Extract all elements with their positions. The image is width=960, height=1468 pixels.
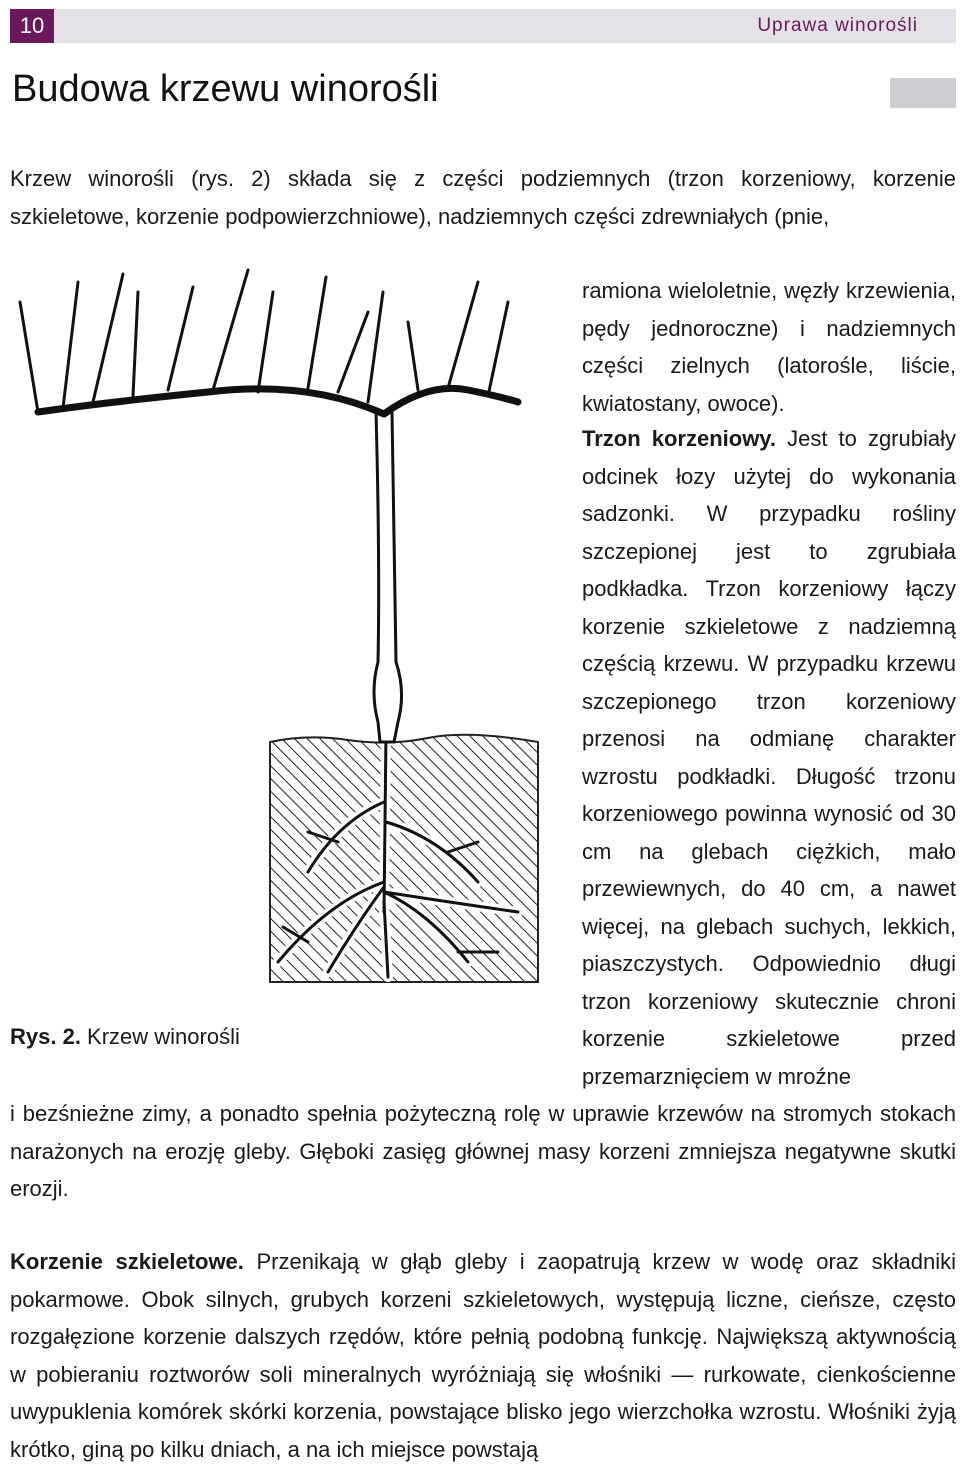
trunk-section-label: Trzon korzeniowy. bbox=[582, 426, 777, 451]
figure-caption bbox=[10, 1018, 240, 1055]
figure-caption-label: Rys. 2. bbox=[10, 1024, 81, 1049]
roots-section-paragraph bbox=[10, 1243, 956, 1468]
trunk-section-continuation: i bezśnieżne zimy, a ponadto spełnia pożyteczną rolę w uprawie krzewów na stromych stokach narażonych na erozję gleby. Głęboki zasięg głównej masy korzeni zmniejsza negatywne skutki erozji. bbox=[10, 1101, 956, 1201]
soil-block bbox=[270, 735, 538, 982]
trunk bbox=[374, 412, 402, 742]
grapevine-illustration bbox=[8, 262, 548, 1012]
title-decoration bbox=[890, 78, 956, 108]
trunk-section-text: Jest to zgrubiały odcinek łozy użytej do wykonania sadzonki. W przypadku rośliny szczepionej jest to zgrubiała podkładka. Trzon korzeniowy łączy korzenie szkieletowe z nadziemną częścią krzewu. W przypadku krzewu szczepionego trzon korzeniowy przenosi na odmianę charakter wzrostu podkładki. Długość trzonu korzeniowego powinna wynosić od 30 cm na glebach ciężkich, mało przewiewnych, do 40 cm, a nawet więcej, na glebach suchych, lekkich, piaszczystych. Odpowiednio długi trzon korzeniowy skutecznie chroni korzenie szkieletowe przed przemarznięciem w mroźne bbox=[582, 426, 956, 1089]
roots-section-text: Przenikają w głąb gleby i zaopatrują krzew w wodę oraz składniki pokarmowe. Obok silnych, grubych korzeni szkieletowych, występują liczne, cieńsze, często rozgałęzione korzenie dalszych rzędów, które pełnią podobną funkcję. Największą aktywnością w pobieraniu roztworów soli mineralnych wyróżniają się włośniki — rurkowate, cienkościenne uwypuklenia komórek skórki korzenia, powstające blisko jego wierzchołka wzrostu. Włośniki żyją krótko, giną po kilku dniach, a na ich miejsce powstają bbox=[10, 1249, 956, 1462]
page-title: Budowa krzewu winorośli bbox=[12, 68, 439, 110]
page-number: 10 bbox=[10, 9, 54, 43]
running-title: Uprawa winorośli bbox=[757, 15, 918, 36]
intro-paragraph-end: ramiona wieloletnie, węzły krzewienia, pędy jednoroczne) i nadziemnych części zielnych (latorośle, liście, kwiatostany, owoce). bbox=[582, 278, 956, 416]
trunk-section-paragraph bbox=[582, 420, 956, 1095]
vine-arms bbox=[20, 270, 518, 414]
roots-section-label: Korzenie szkieletowe. bbox=[10, 1249, 244, 1274]
intro-paragraph-start: Krzew winorośli (rys. 2) składa się z części podziemnych (trzon korzeniowy, korzenie szkieletowe, korzenie podpowierzchniowe), nadziemnych części zdrewniałych (pnie, bbox=[10, 166, 956, 229]
figure-caption-text: Krzew winorośli bbox=[80, 1024, 240, 1049]
